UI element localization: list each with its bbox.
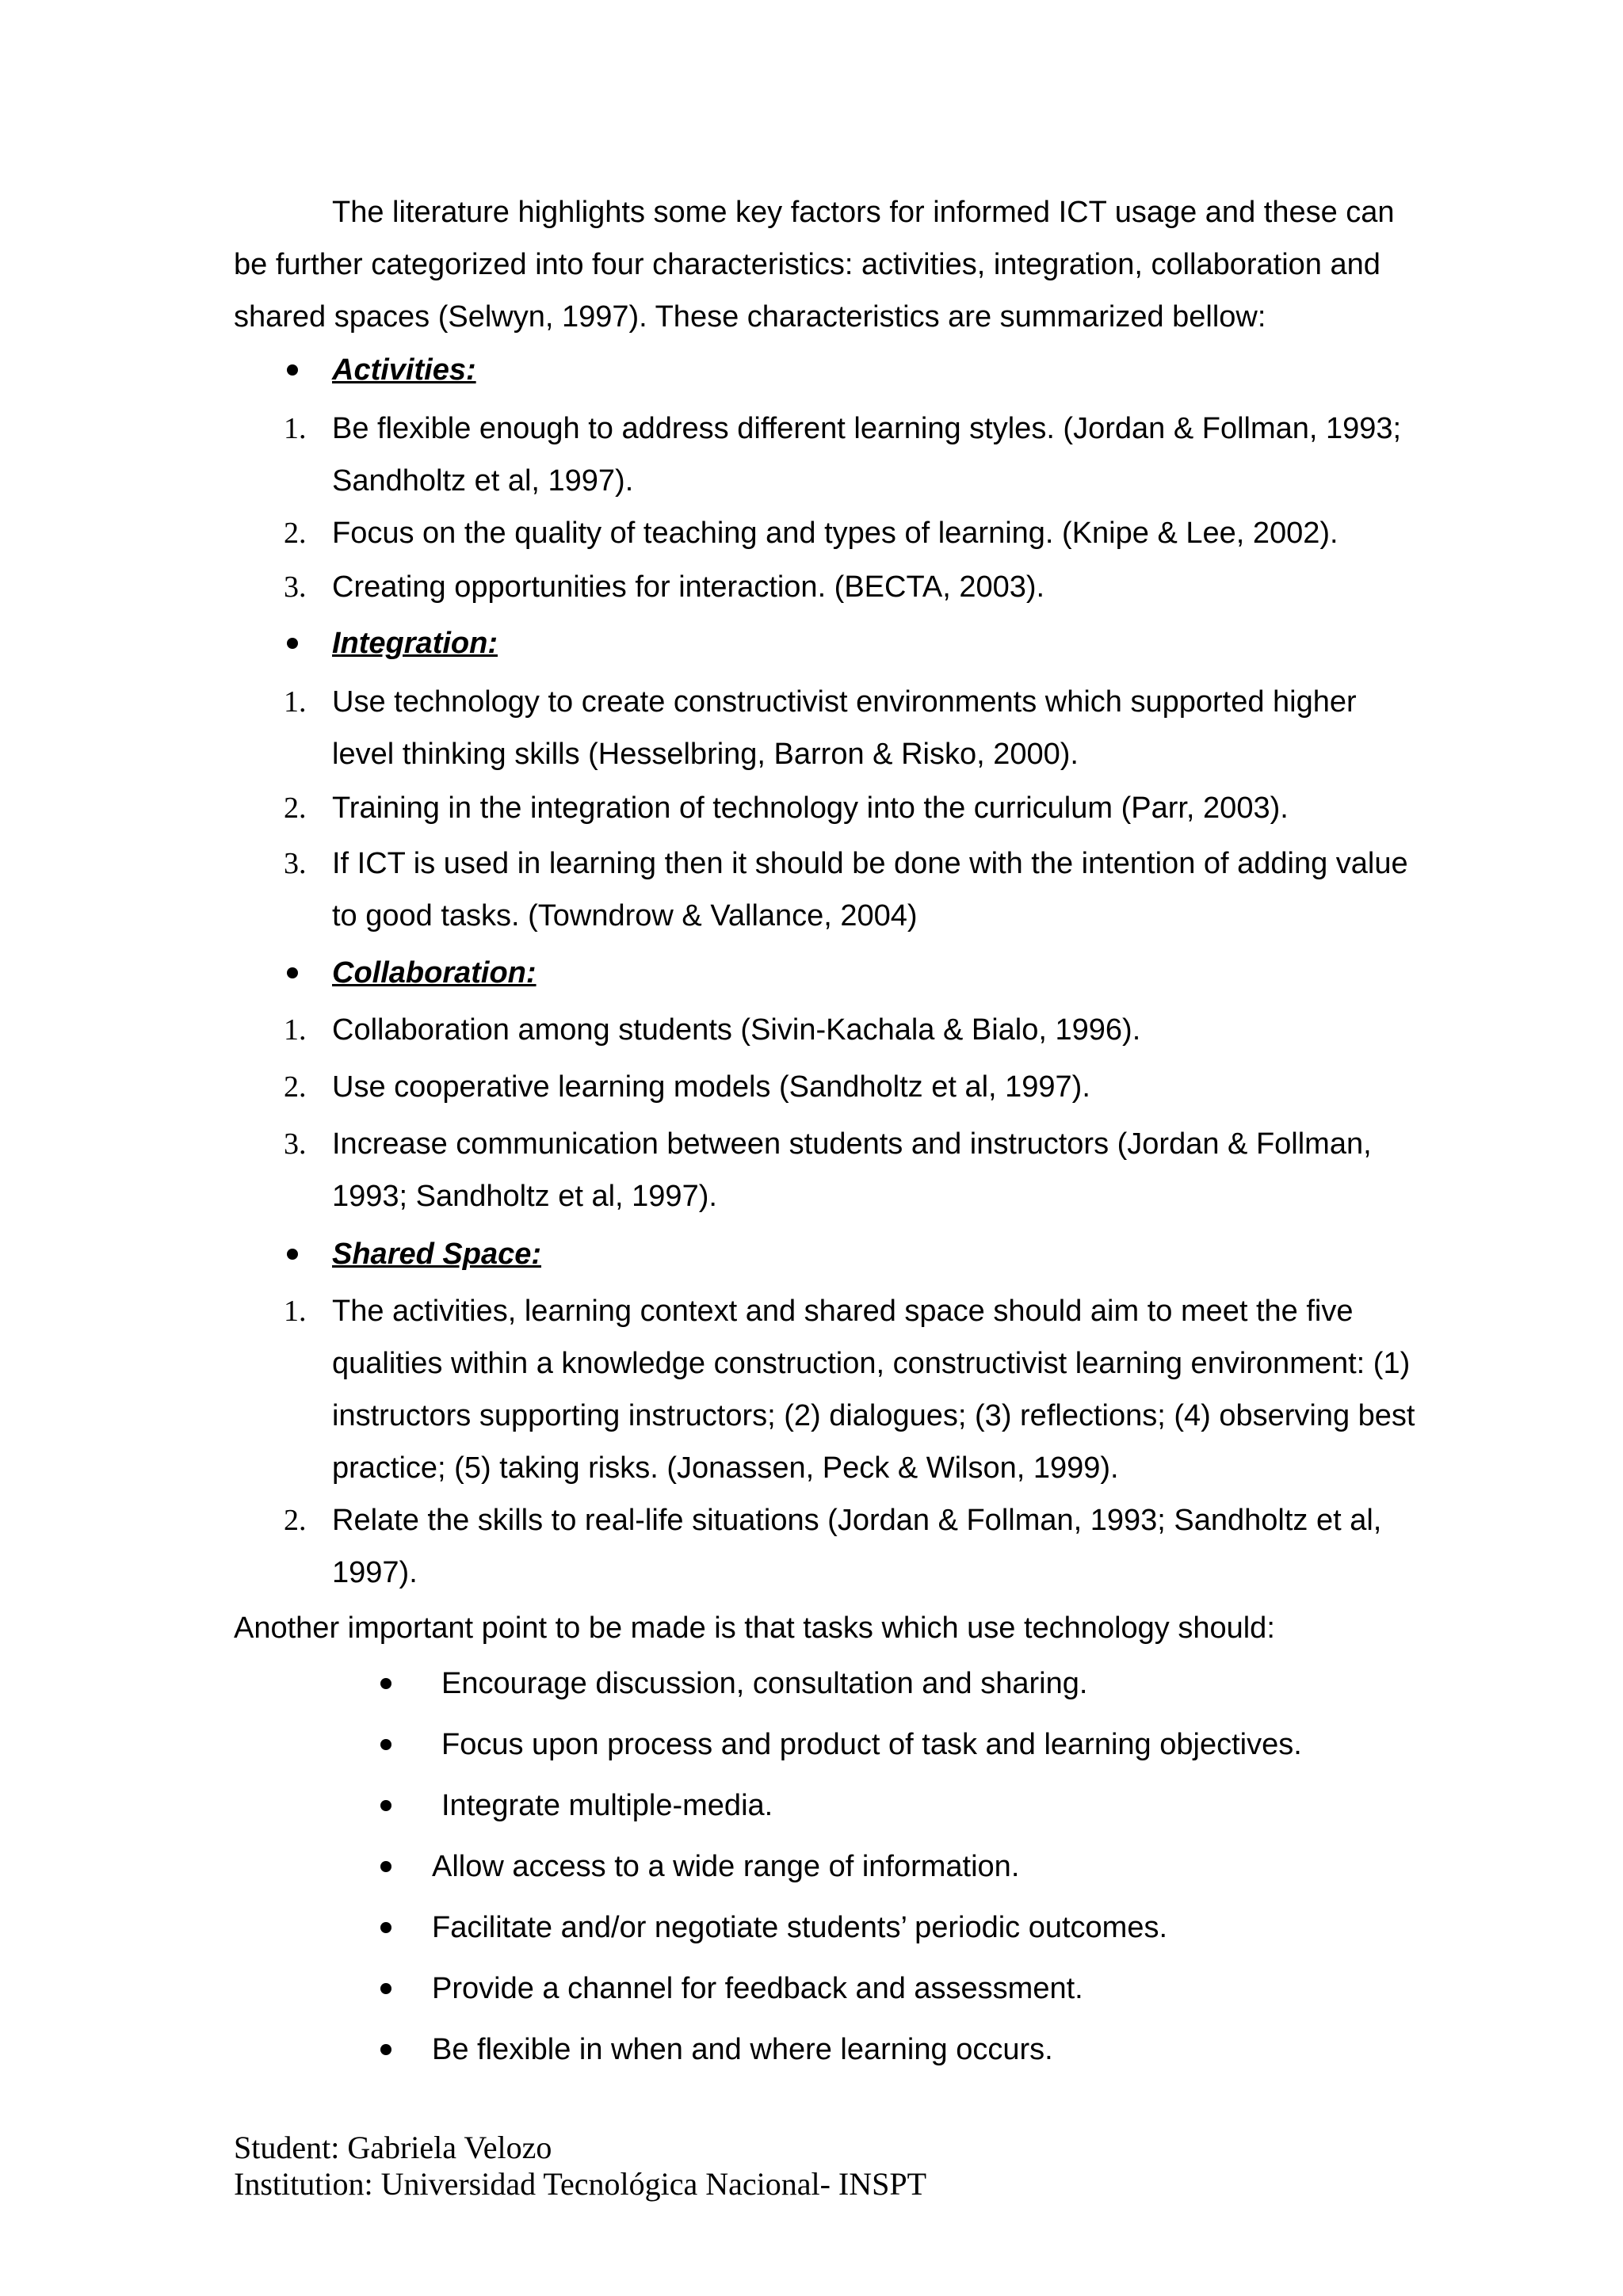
list-item (380, 1779, 1411, 1840)
footer-student: Student: Gabriela Velozo (234, 2130, 552, 2165)
item-text: Use technology to create constructivist environments which supported higher level thinking skills (Hesselbring, Barron & Risko, 2000). (332, 685, 1357, 771)
section-heading-row (234, 947, 1423, 999)
item-text: Training in the integration of technology into the curriculum (Parr, 2003). (332, 791, 1289, 825)
item-text: Be flexible enough to address different learning styles. (Jordan & Follman, 1993; Sandholtz et al, 1997). (332, 412, 1402, 498)
list-item (234, 1285, 1423, 1494)
bullet-icon (287, 1249, 298, 1260)
list-item (234, 837, 1423, 942)
item-text: The activities, learning context and shared space should aim to meet the five qualities within a knowledge construction, constructivist learning environment: (1) instructors supporting instructors; (2) dialogues; (3) reflections; (4) observing best practice; (5) taking risks. (Jonassen, Peck & Wilson, 1999). (332, 1295, 1415, 1485)
list-item (234, 1118, 1423, 1222)
intro-text: The literature highlights some key factors for informed ICT usage and these can be further categorized into four characteristics: activities, integration, collaboration and shared spaces (Selwyn, 1997). These characteristics are summarized bellow: (234, 196, 1395, 334)
list-item (234, 561, 1423, 613)
list-item (380, 1840, 1411, 1901)
task-text: Focus upon process and product of task and learning objectives. (441, 1728, 1302, 1761)
item-number: 1. (284, 1013, 307, 1047)
item-text: If ICT is used in learning then it should be done with the intention of adding value to good tasks. (Towndrow & Vallance, 2004) (332, 847, 1408, 933)
section-heading: Collaboration: (332, 956, 537, 990)
list-item (234, 676, 1423, 780)
bullet-icon (380, 1983, 391, 1994)
list-item (380, 1657, 1411, 1718)
bullet-icon (287, 638, 298, 649)
item-number: 2. (284, 1070, 307, 1104)
item-text: Increase communication between students and instructors (Jordan & Follman, 1993; Sandholtz et al, 1997). (332, 1127, 1372, 1213)
item-number: 1. (284, 685, 307, 719)
list-item (234, 402, 1423, 507)
bullet-icon (380, 1800, 391, 1811)
task-text: Facilitate and/or negotiate students’ periodic outcomes. (432, 1911, 1168, 1944)
list-item (380, 1962, 1411, 2023)
item-text: Creating opportunities for interaction. (BECTA, 2003). (332, 570, 1045, 604)
item-text: Collaboration among students (Sivin-Kachala & Bialo, 1996). (332, 1013, 1141, 1047)
list-item (234, 1494, 1423, 1599)
bullet-icon (287, 364, 298, 376)
page-footer (234, 2130, 926, 2203)
bullet-icon (380, 1678, 391, 1689)
section-shared-space (234, 1228, 1423, 1599)
section-heading: Integration: (332, 627, 498, 660)
section-heading: Shared Space: (332, 1238, 541, 1271)
list-item (234, 507, 1423, 559)
item-number: 1. (284, 1295, 307, 1328)
item-text: Use cooperative learning models (Sandholtz et al, 1997). (332, 1070, 1090, 1104)
footer-institution: Institution: Universidad Tecnológica Nacional- INSPT (234, 2166, 927, 2202)
item-text: Relate the skills to real-life situations (Jordan & Follman, 1993; Sandholtz et al, 1997). (332, 1504, 1382, 1589)
list-item (234, 1004, 1423, 1056)
list-item (234, 782, 1423, 834)
section-heading-row (234, 617, 1423, 669)
task-text: Integrate multiple-media. (441, 1789, 773, 1822)
bullet-icon (380, 1739, 391, 1750)
section-heading: Activities: (332, 353, 476, 387)
item-number: 2. (284, 1504, 307, 1537)
section-heading-row (234, 1228, 1423, 1280)
task-text: Be flexible in when and where learning occurs. (432, 2033, 1053, 2066)
bullet-icon (380, 1922, 391, 1933)
item-number: 3. (284, 570, 307, 604)
item-number: 3. (284, 847, 307, 880)
list-item (234, 1061, 1423, 1113)
item-number: 2. (284, 517, 307, 550)
item-number: 2. (284, 791, 307, 825)
closing-paragraph: Another important point to be made is that tasks which use technology should: (234, 1611, 1275, 1645)
section-integration (234, 617, 1423, 942)
list-item (380, 1718, 1411, 1779)
section-activities (234, 344, 1423, 613)
task-text: Encourage discussion, consultation and sharing. (441, 1667, 1088, 1700)
bullet-icon (380, 2044, 391, 2055)
bullet-icon (287, 967, 298, 978)
task-text: Provide a channel for feedback and assessment. (432, 1972, 1083, 2005)
intro-paragraph (234, 186, 1423, 343)
task-list (380, 1657, 1411, 2084)
item-number: 3. (284, 1127, 307, 1161)
task-text: Allow access to a wide range of information. (432, 1850, 1020, 1883)
item-text: Focus on the quality of teaching and types of learning. (Knipe & Lee, 2002). (332, 517, 1338, 550)
list-item (380, 1901, 1411, 1962)
list-item (380, 2023, 1411, 2084)
section-heading-row (234, 344, 1423, 396)
bullet-icon (380, 1861, 391, 1872)
section-collaboration (234, 947, 1423, 1222)
item-number: 1. (284, 412, 307, 445)
